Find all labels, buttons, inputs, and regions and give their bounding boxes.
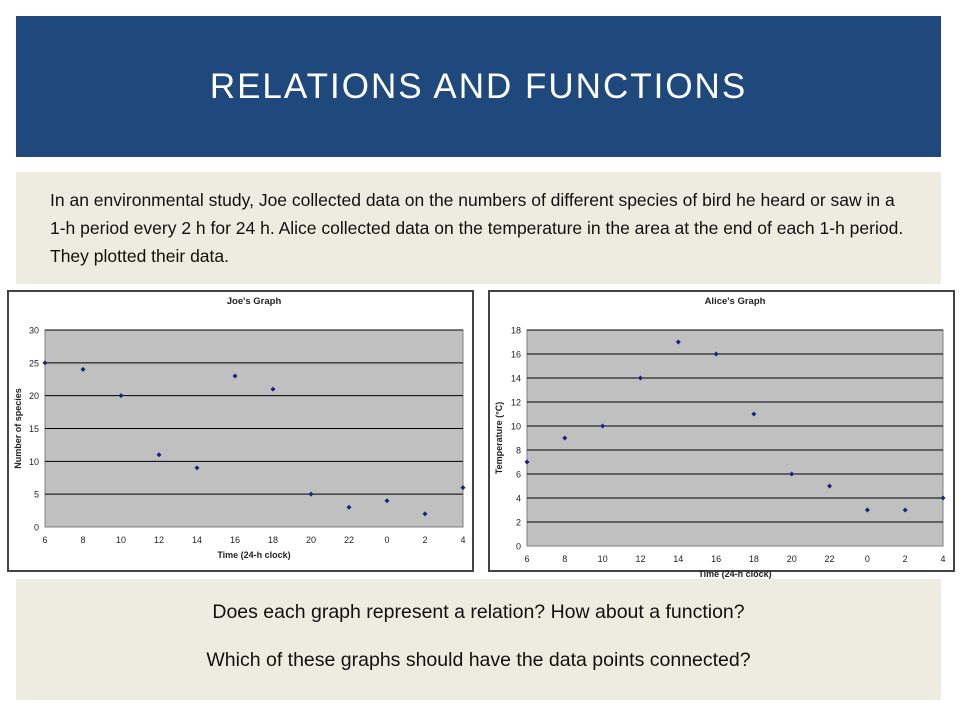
x-tick-label: 2 xyxy=(422,535,428,545)
x-tick-label: 0 xyxy=(864,554,870,564)
question-connect-points: Which of these graphs should have the data points connected? xyxy=(206,649,751,671)
x-tick-label: 8 xyxy=(80,535,86,545)
y-tick-label: 15 xyxy=(28,424,39,434)
slide-title: RELATIONS AND FUNCTIONS xyxy=(209,66,748,106)
x-tick-label: 10 xyxy=(597,554,608,564)
question-relation-function: Does each graph represent a relation? How about a function? xyxy=(212,601,745,623)
x-tick-label: 10 xyxy=(115,535,127,545)
y-tick-label: 18 xyxy=(510,325,521,336)
y-axis-label: Temperature (°C) xyxy=(494,401,504,475)
x-tick-label: 4 xyxy=(940,554,946,564)
y-tick-label: 2 xyxy=(515,517,521,528)
title-banner xyxy=(16,16,941,157)
y-tick-label: 6 xyxy=(515,469,521,480)
x-tick-label: 6 xyxy=(42,535,48,545)
y-tick-label: 5 xyxy=(33,489,39,500)
chart-title: Alice's Graph xyxy=(704,296,766,307)
y-tick-label: 25 xyxy=(28,358,39,369)
x-tick-label: 2 xyxy=(902,554,908,564)
x-tick-label: 6 xyxy=(524,554,530,564)
joe-chart xyxy=(7,290,474,572)
y-axis-label: Number of species xyxy=(13,388,23,469)
x-axis-label: Time (24-h clock) xyxy=(698,569,772,579)
x-tick-label: 14 xyxy=(191,535,203,545)
intro-text: In an environmental study, Joe collected data on the numbers of different species of bird he heard or saw in a 1-h period every 2 h for 24 h. Alice collected data on the temperature in the area at the end of each 1-h period. They plotted their data. xyxy=(50,190,904,266)
y-tick-label: 16 xyxy=(510,349,521,360)
x-tick-label: 18 xyxy=(267,535,279,545)
y-tick-label: 20 xyxy=(28,391,39,402)
intro-panel xyxy=(16,172,941,284)
x-tick-label: 20 xyxy=(305,535,317,545)
x-axis-label: Time (24-h clock) xyxy=(217,550,291,560)
x-tick-label: 12 xyxy=(635,554,646,564)
y-tick-label: 10 xyxy=(510,421,521,432)
x-tick-label: 16 xyxy=(229,535,241,545)
alice-chart-svg xyxy=(490,292,953,579)
x-tick-label: 8 xyxy=(562,554,568,564)
joe-chart-svg xyxy=(9,292,472,570)
y-tick-label: 0 xyxy=(33,522,39,533)
x-tick-label: 22 xyxy=(824,554,835,564)
plot-area xyxy=(527,330,943,546)
x-tick-label: 12 xyxy=(153,535,165,545)
y-tick-label: 4 xyxy=(515,493,521,504)
alice-chart xyxy=(488,290,955,579)
y-tick-label: 10 xyxy=(28,456,39,467)
chart-title: Joe's Graph xyxy=(226,296,282,307)
y-tick-label: 8 xyxy=(515,445,521,456)
x-tick-label: 4 xyxy=(460,535,466,545)
y-tick-label: 0 xyxy=(515,541,521,552)
y-tick-label: 30 xyxy=(28,325,39,336)
x-tick-label: 14 xyxy=(673,554,684,564)
x-tick-label: 18 xyxy=(748,554,759,564)
x-tick-label: 0 xyxy=(384,535,390,545)
x-tick-label: 16 xyxy=(711,554,722,564)
question-panel xyxy=(16,579,941,700)
y-tick-label: 12 xyxy=(510,397,521,408)
y-tick-label: 14 xyxy=(510,373,521,384)
x-tick-label: 20 xyxy=(786,554,797,564)
x-tick-label: 22 xyxy=(343,535,355,545)
